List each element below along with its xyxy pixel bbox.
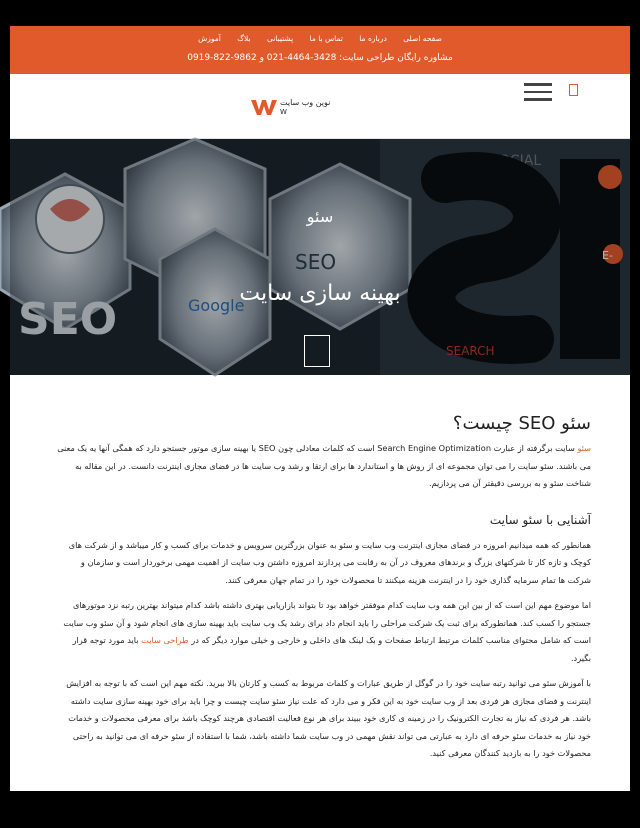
nav-support[interactable]: پشتیبانی <box>266 34 294 43</box>
seo-keyword[interactable]: سئو <box>577 443 591 453</box>
nav-about[interactable]: درباره ما <box>359 34 387 43</box>
svg-text:SOCIAL: SOCIAL <box>490 153 542 169</box>
site-logo[interactable] <box>250 94 331 118</box>
svg-text:E-: E- <box>602 249 613 262</box>
svg-text:SEO: SEO <box>295 250 337 274</box>
p3-text-a: اما موضوع مهم این است که از بین این همه وب سایت کدام موفقتر خواهد بود تا بتواند بازاریابی بهتری داشته باشد کدام میتواند بهترین رتبه نزد موتورهای جستجو را کسب کند. همانطورکه برای ثبت یک شرکت مراحلی را باید انجام داد برای رشد یک وب سایت باید بهینه سازی های انجام شود و آن سئو وب سایت است که شامل محتوای مناسب کلمات مرتبط ارتباط صفحات و بک لینک های داخلی و خارجی و خیلی موارد دیگر که در <box>63 600 591 645</box>
hero-title: بهینه سازی سایت <box>239 281 401 306</box>
svg-text:Google: Google <box>188 296 245 315</box>
site-header <box>10 74 630 139</box>
site-design-link[interactable]: طراحی سایت <box>141 635 189 645</box>
nav-blog[interactable]: بلاگ <box>237 34 251 43</box>
p1-text-a: سایت برگرفته از عبارت <box>491 443 578 453</box>
article-subheading: آشنایی با سئو سایت <box>489 512 591 527</box>
article-paragraph-1 <box>57 440 591 493</box>
hero-banner <box>10 139 630 375</box>
top-navigation <box>10 26 630 43</box>
scroll-down-button[interactable] <box>304 335 330 367</box>
web-page <box>10 26 630 791</box>
consultation-phone: مشاوره رایگان طراحی سایت: 3428-4464-021 و 9862-822-0919 <box>187 53 453 63</box>
p1-text-b: است که کلمات معادلی چون SEO یا بهینه سازی موتور جستجو دارد که همگی آنها یه یک معنی می باشند. سئو سایت را می توان مجموعه ای از روش ها و استاندارد ها برای ارتقا و رشد وب سایت ها در فضای مجازی اینترنت دانست. در این مقاله به شناخت سئو و به بررسی دقیقتر آن می پردازیم. <box>57 443 591 488</box>
p3-text-b: باید مورد توجه قرار بگیرد. <box>72 635 591 663</box>
svg-text:SEO: SEO <box>18 294 118 345</box>
top-bar <box>10 26 630 74</box>
article-paragraph-3 <box>57 597 591 667</box>
seo-english-term: Search Engine Optimization <box>377 443 492 453</box>
svg-text:SEARCH: SEARCH <box>446 344 495 358</box>
nav-contact[interactable]: تماس با ما <box>309 34 343 43</box>
hamburger-menu-icon[interactable] <box>524 83 552 101</box>
cart-icon[interactable] <box>569 84 578 96</box>
nav-tutorials[interactable]: آموزش <box>198 34 221 43</box>
hero-subtitle: سئو <box>306 207 334 226</box>
logo-mark: W <box>280 108 287 116</box>
article-heading: سئو SEO چیست؟ <box>452 413 591 434</box>
logo-word: نوین وب سایت <box>280 98 331 107</box>
nav-home[interactable]: صفحه اصلی <box>403 34 442 43</box>
article-paragraph-2: همانطور که همه میدانیم امروزه در فضای مجازی اینترنت وب سایت و سئو به عنوان بزرگترین سرویس و خدمات برای کسب و کار میباشد و از شرکت های کوچک و تازه کار تا شرکتهای بزرگ و برندهای معروف در آن به رقابت می پردازند امروزه داشتن وب سایت از اهمیت مهمی برخوردار است و سازمان و شرکت ها تمام سرمایه گذاری خود را در اینترنت هزینه میکنند تا محصولات خود را در تمام جهان معرفی کنند. <box>68 539 591 585</box>
article-paragraph-4: با آموزش سئو می توانید رتبه سایت خود را در گوگل از طریق عبارات و کلمات مربوط به کسب و کارتان بالا ببرید. نکته مهم این است که با توجه به افزایش اینترنت و فضای مجازی هر فردی بعد از وب سایت خود به این فکر و می دارد که علت نیاز سئو سایت چیست و چرا باید برای خود بهینه سازی سایت داشته باشد. هر فردی که نیاز به تجارت الکترونیک را در زمینه ی کاری خود ببیند برای هر نوع فعالیت اقتصادی هرچند کوچک باشد برای معرفی محصولات و خدمات خود نیاز به خدمات سئو حرفه ای دارد به عبارتی می تواند نقش مهمی در وب سایت شما داشته باشد، شما با استفاده از سئو حرفه ای می توانید به راحتی محصولات خود را به بازدید کنندگان معرفی کنید. <box>66 678 591 758</box>
article-content <box>10 413 630 763</box>
